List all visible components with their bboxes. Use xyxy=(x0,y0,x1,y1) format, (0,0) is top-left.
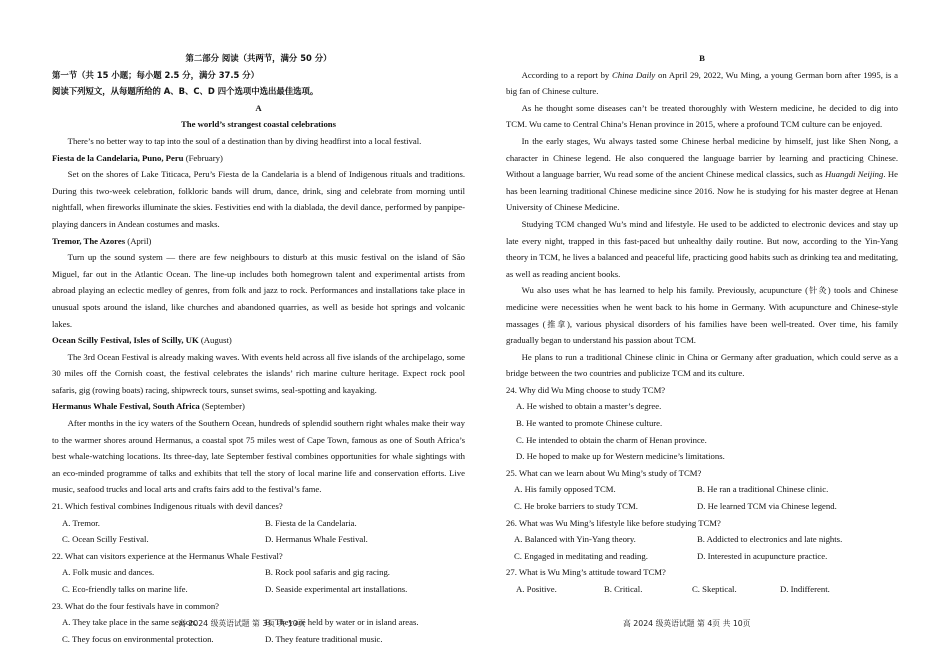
option: B. Rock pool safaris and gig racing. xyxy=(265,567,390,578)
festival-heading xyxy=(52,332,465,349)
page-footer-right: 高 2024 级英语试题 第 4页 共 10页 xyxy=(623,619,751,628)
option: A. Balanced with Yin-Yang theory. xyxy=(514,534,636,545)
part-title: 第二部分 阅读（共两节，满分 50 分） xyxy=(185,53,332,63)
festival-text: After months in the icy waters of the Southern Ocean, hundreds of splendid southern right whales make their way to the warmer shores around Hermanus, a coastal spot 75 miles west of Cape Town, famous as one of South Africa’s best whale-watching locations. Its three-day, late September festival combines opportunities for whale sightings with an eco-minded programme of talks and exhibits that tell the story of local marine life and conservation efforts. Live music, seafood trucks and local arts and crafts fairs add to the festival’s fame. xyxy=(52,418,465,495)
passage-b-paragraph-2: As he thought some diseases can’t be treated thoroughly with Western medicine, he decided to dig into TCM. Wu came to Central China’s Henan province in 2015, where a profound TCM culture can be enjoyed. xyxy=(506,102,898,130)
option: C. Eco-friendly talks on marine life. xyxy=(62,584,188,594)
option: B. Addicted to electronics and late nights. xyxy=(697,534,843,545)
option: D. Interested in acupuncture practice. xyxy=(697,550,828,561)
option: C. They focus on environmental protection. xyxy=(62,633,214,644)
option: A. His family opposed TCM. xyxy=(514,484,616,495)
passage-b-paragraph-6: He plans to run a traditional Chinese clinic in China or Germany after graduation, which could serve as a bridge between the two countries and publicize TCM and its culture. xyxy=(506,351,898,379)
question-23: 23. What do the four festivals have in common? xyxy=(52,600,220,611)
option: B. He ran a traditional Chinese clinic. xyxy=(697,484,829,495)
festival-month: (April) xyxy=(125,235,152,246)
passage-a-title: The world’s strangest coastal celebrations xyxy=(180,119,337,130)
text-run-chinese: 推拿 xyxy=(545,318,567,329)
festival-month: (February) xyxy=(183,152,223,163)
options-row xyxy=(506,548,898,565)
text-run: ) tools and Chinese medicine were necessities when he went back to his home in Germany. With acupuncture and Chinese-style massages ( xyxy=(506,285,898,329)
option: D. He hoped to make up for Western medicine’s limitations. xyxy=(516,451,725,462)
option: D. He learned TCM via Chinese legend. xyxy=(697,501,837,512)
option: D. Hermanus Whale Festival. xyxy=(265,534,368,545)
festival-name: Hermanus Whale Festival, South Africa xyxy=(52,401,200,412)
option: D. They feature traditional music. xyxy=(265,633,383,644)
question-26: 26. What was Wu Ming’s lifestyle like before studying TCM? xyxy=(506,517,721,528)
text-run-italic: Huangdi Neijing xyxy=(825,169,884,180)
options-row xyxy=(52,631,465,648)
passage-a-letter: A xyxy=(255,102,262,113)
festival-text: Turn up the sound system — there are few neighbours to disturb at this music festival on the island of São Miguel, far out in the Atlantic Ocean. The line-up includes both homegrown talent and experimental artists from abroad playing an eclectic medley of genres, from folk and jazz to rock. Performances and installations take place in unusual spots around the island, like churches and abandoned quarries, as well as beside hot springs and volcanic lakes. xyxy=(52,252,465,329)
passage-b-paragraph-4: Studying TCM changed Wu’s mind and lifestyle. He used to be addicted to electronic devices and stay up late every night, trapped in this fast-paced but unhealthy daily routine. But now, according to the Yin-Yang theory in TCM, he lives a balanced and peaceful life, practicing good habits such as drinking tea and meditating, as well as reading ancient books. xyxy=(506,218,898,279)
passage-b-letter: B xyxy=(699,53,705,63)
section-title: 第一节（共 15 小题；每小题 2.5 分，满分 37.5 分） xyxy=(52,69,260,80)
options-row xyxy=(52,564,465,581)
option: C. Ocean Scilly Festival. xyxy=(62,534,149,545)
text-run: . He has been learning traditional Chinese medicine since 2016. Now he is studying for his master degree at Henan University of Chinese Medicine. xyxy=(506,169,898,213)
text-run-chinese: 针灸 xyxy=(808,285,828,296)
options-row xyxy=(506,481,898,498)
text-run: In the early stages, Wu always tasted some Chinese herbal medicine by himself, just like Shen Nong, a character in Chinese legend. He also conquered the language barrier by learning and practicing Chinese. Without a language barrier, Wu read some of the ancient Chinese medical classics, such as xyxy=(506,135,898,180)
festival-month: (August) xyxy=(198,335,232,346)
option: A. He wished to obtain a master’s degree. xyxy=(516,401,662,412)
option: A. Tremor. xyxy=(62,517,100,528)
left-column xyxy=(52,50,465,647)
passage-b-paragraph-1 xyxy=(506,67,898,100)
instructions: 阅读下列短文，从每题所给的 A、B、C、D 四个选项中选出最佳选项。 xyxy=(52,86,319,97)
option: B. He wanted to promote Chinese culture. xyxy=(516,418,663,429)
right-column xyxy=(506,50,898,598)
text-run: Wu also uses what he has learned to help his family. Previously, acupuncture ( xyxy=(521,285,809,296)
festival-heading xyxy=(52,398,465,415)
question-21: 21. Which festival combines Indigenous rituals with devil dances? xyxy=(52,501,283,512)
question-27: 27. What is Wu Ming’s attitude toward TCM? xyxy=(506,567,666,578)
text-run: ), various physical disorders of his families have been well-treated. Over time, his family gradually began to understand his passion about TCM. xyxy=(506,318,898,346)
option: C. He intended to obtain the charm of Henan province. xyxy=(516,434,707,445)
option: D. Indifferent. xyxy=(780,584,830,594)
text-run-italic: China Daily xyxy=(612,69,656,80)
option: C. Skeptical. xyxy=(692,584,737,594)
passage-b-paragraph-3 xyxy=(506,133,898,216)
festival-name: Ocean Scilly Festival, Isles of Scilly, UK xyxy=(52,335,199,346)
festival-heading xyxy=(52,233,465,250)
festival-name: Fiesta de la Candelaria, Puno, Peru xyxy=(52,152,184,163)
options-row xyxy=(52,581,465,598)
question-22: 22. What can visitors experience at the Hermanus Whale Festival? xyxy=(52,550,283,561)
page-footer-left: 高 2024 级英语试题 第 3页 共 10页 xyxy=(178,619,306,628)
question-25: 25. What can we learn about Wu Ming’s study of TCM? xyxy=(506,467,702,478)
options-row xyxy=(506,498,898,515)
question-24: 24. Why did Wu Ming choose to study TCM? xyxy=(506,384,666,395)
option: A. Folk music and dances. xyxy=(62,567,155,578)
option: C. He broke barriers to study TCM. xyxy=(514,501,638,512)
option: D. Seaside experimental art installations. xyxy=(265,584,408,594)
options-row xyxy=(52,515,465,532)
passage-b-paragraph-5 xyxy=(506,282,898,348)
option: B. Fiesta de la Candelaria. xyxy=(265,517,357,528)
passage-a-intro: There’s no better way to tap into the soul of a destination than by diving headfirst into a local festival. xyxy=(67,135,422,146)
options-row xyxy=(506,581,898,598)
options-row xyxy=(506,531,898,548)
option: B. Critical. xyxy=(604,584,643,594)
options-row xyxy=(52,531,465,548)
festival-name: Tremor, The Azores xyxy=(52,235,126,246)
option: B. They are held by water or in island areas. xyxy=(265,617,419,628)
festival-text: The 3rd Ocean Festival is already making waves. With events held across all five islands of the archipelago, some 30 miles off the Cornish coast, the festival celebrates the islands’ rich marine culture heritage. Expect rock pool safaris, gig (rowing boats) racing, shipwreck tours, sunset swims, seal-spotting and kayaking. xyxy=(52,351,465,395)
option: A. Positive. xyxy=(516,584,557,594)
text-run: According to a report by xyxy=(521,69,612,80)
festival-heading xyxy=(52,150,465,167)
option: A. They take place in the same season. xyxy=(62,617,197,628)
festival-month: (September) xyxy=(199,401,245,412)
option: C. Engaged in meditating and reading. xyxy=(514,550,648,561)
festival-text: Set on the shores of Lake Titicaca, Peru’s Fiesta de la Candelaria is a blend of Indigenous rituals and traditions. During this two-week celebration, folkloric bands will drum, dance, drink, sing and celebrate from morning until nightfall, when fireworks illuminate the skies. Festivities end with la diablada, the devil dance, performed by panpipe-playing dancers in Andean costumes and masks. xyxy=(52,169,465,229)
text-run: on April 29, 2022, Wu Ming, a young German born after 1995, is a big fan of Chinese culture. xyxy=(506,69,898,97)
